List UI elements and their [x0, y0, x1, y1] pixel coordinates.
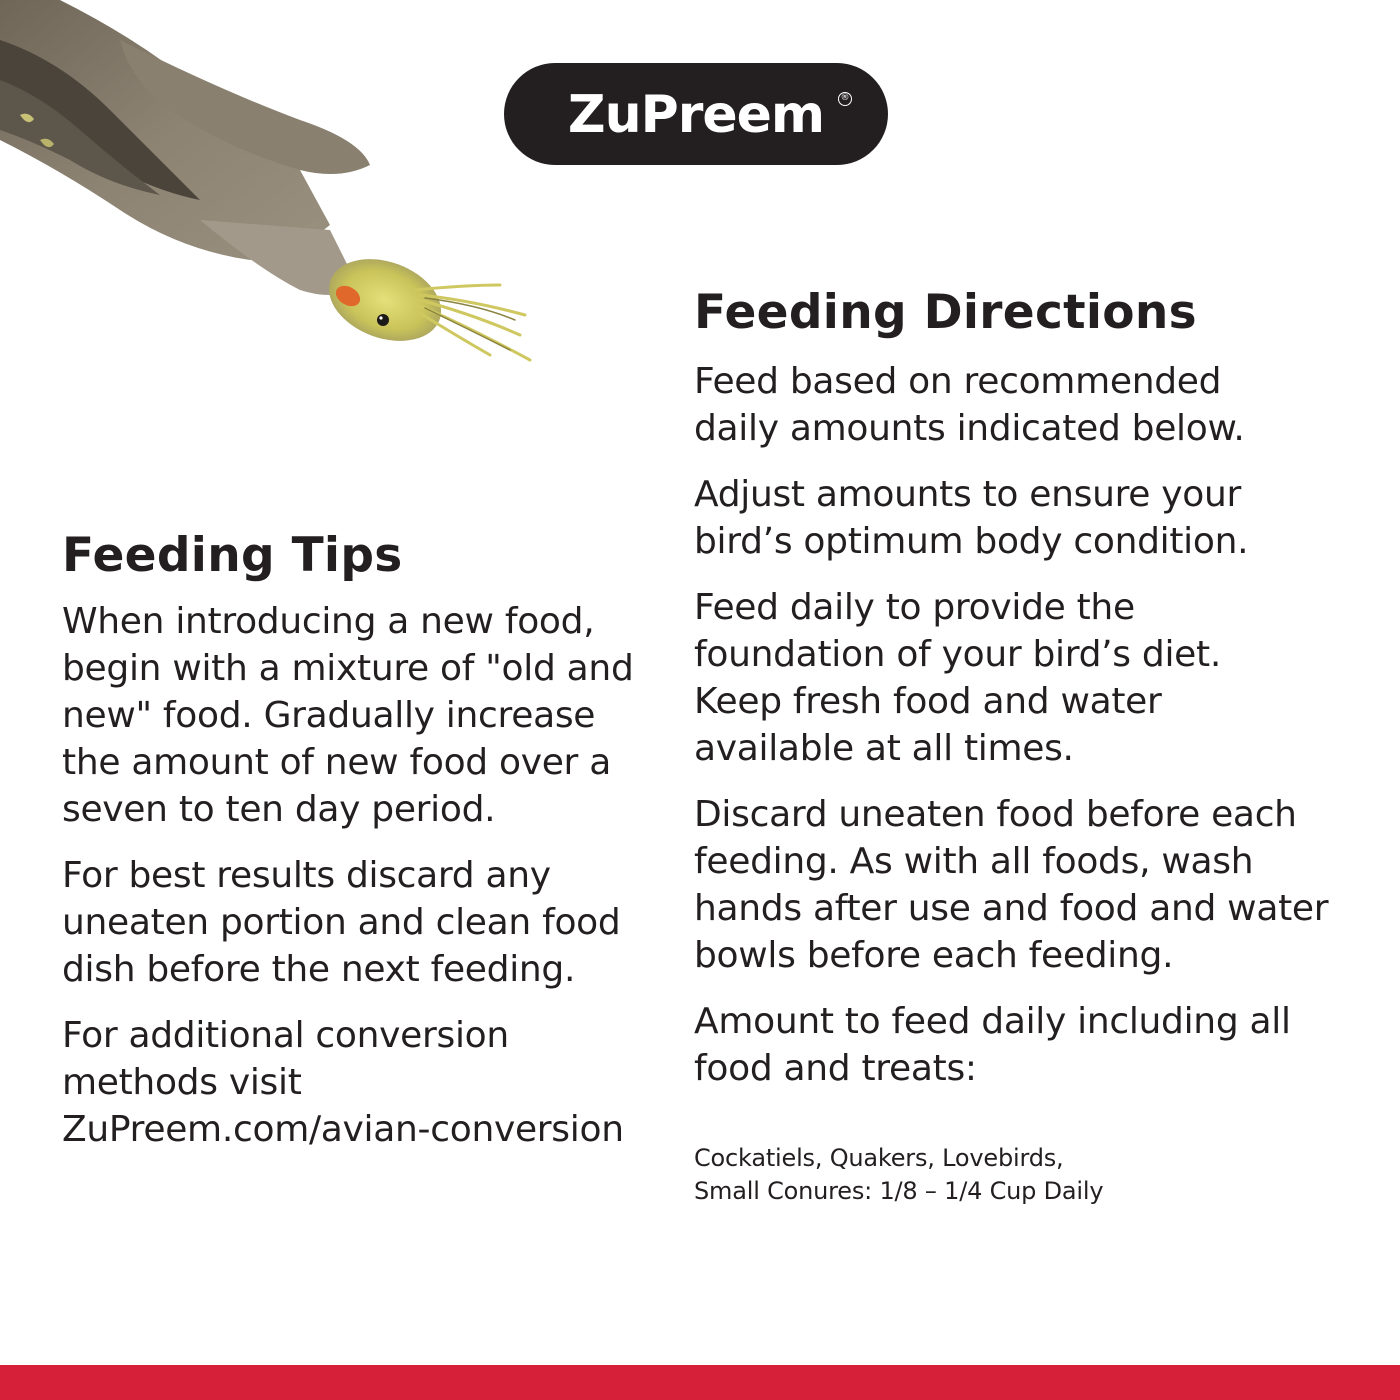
feeding-directions-section: [694, 283, 1374, 1111]
daily-amount-birds: Cockatiels, Quakers, Lovebirds,: [694, 1144, 1064, 1172]
brand-logo-text: ZuPreem: [567, 85, 825, 145]
directions-paragraph-3: Feed daily to provide the foundation of your bird’s diet. Keep fresh food and water available at all times.: [694, 587, 1221, 769]
daily-amount-value: Small Conures: 1/8 – 1/4 Cup Daily: [694, 1177, 1104, 1205]
feeding-tips-section: [62, 526, 672, 1172]
directions-paragraph-4: Discard uneaten food before each feeding. As with all foods, wash hands after use and food and water bowls before each feeding.: [694, 794, 1329, 976]
tips-paragraph-2: For best results discard any uneaten portion and clean food dish before the next feeding.: [62, 855, 621, 990]
tips-paragraph-1: When introducing a new food, begin with a mixture of "old and new" food. Gradually increase the amount of new food over a seven to ten day period.: [62, 601, 634, 830]
cockatiel-image: [0, 0, 540, 380]
directions-paragraph-5: Amount to feed daily including all food and treats:: [694, 1001, 1291, 1089]
feeding-tips-heading: Feeding Tips: [62, 528, 403, 583]
directions-paragraph-2: Adjust amounts to ensure your bird’s optimum body condition.: [694, 474, 1249, 562]
directions-paragraph-1: Feed based on recommended daily amounts indicated below.: [694, 361, 1245, 449]
footer-brand-bar: [0, 1365, 1400, 1400]
registered-mark: ®: [838, 92, 852, 106]
daily-amount-note: [694, 1142, 1294, 1208]
feeding-directions-heading: Feeding Directions: [694, 285, 1197, 340]
brand-logo: [504, 63, 888, 165]
tips-paragraph-3: For additional conversion methods visit ZuPreem.com/avian-conversion: [62, 1015, 624, 1150]
